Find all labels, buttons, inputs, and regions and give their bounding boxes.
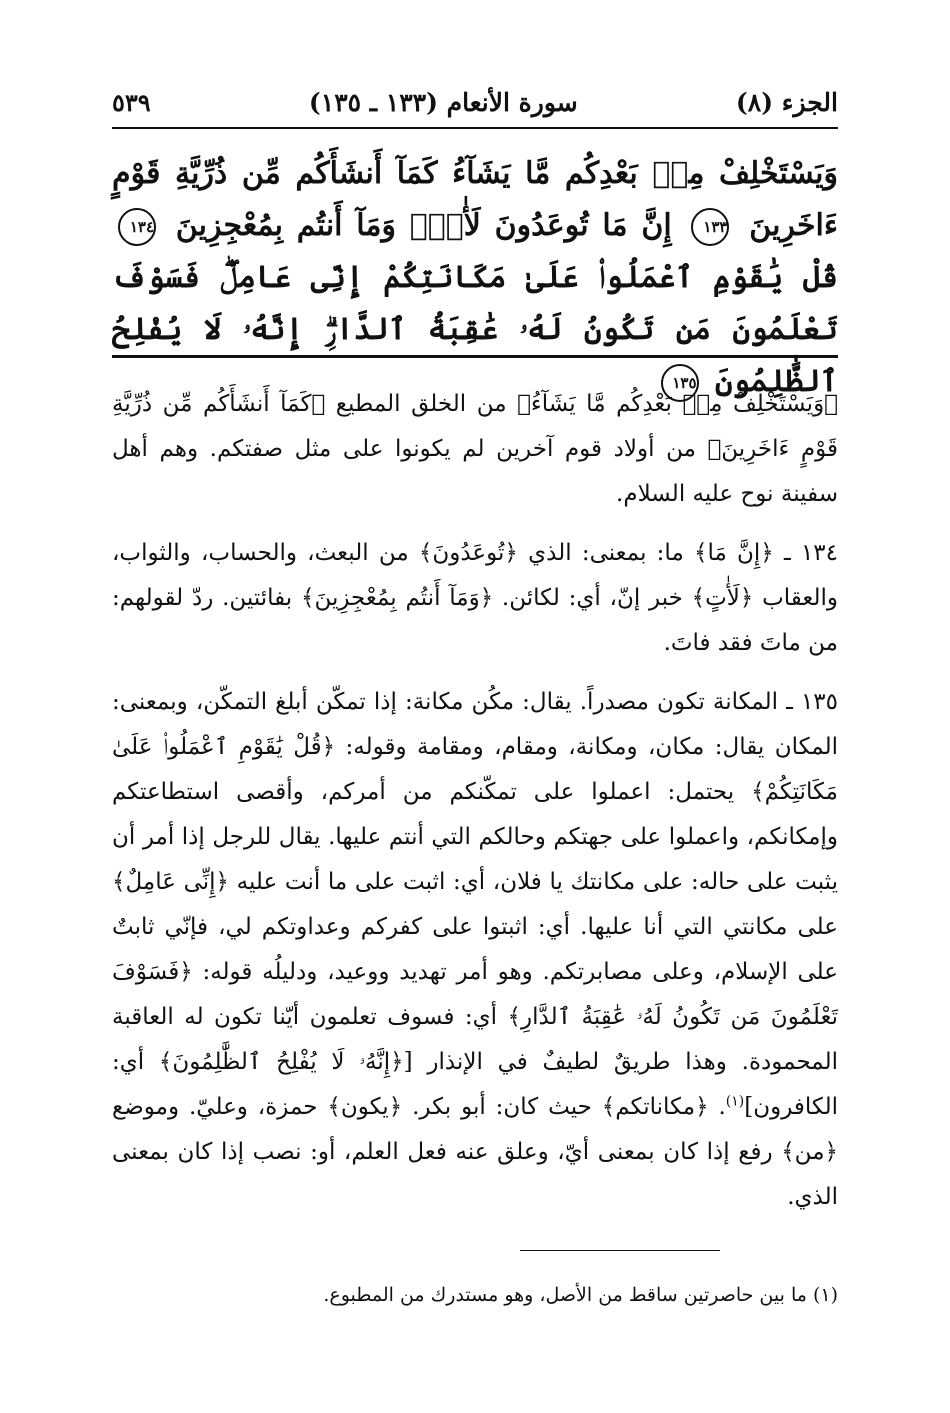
quran-text — [112, 148, 838, 408]
commentary-paragraph — [112, 680, 838, 1220]
commentary-paragraph: ﴿وَيَسْتَخْلِفْ مِنۢ بَعْدِكُم مَّا يَشَآءُ﴾ من الخلق المطيع ﴿كَمَآ أَنشَأَكُم مِّن ذُرِّيَّةِ قَوْمٍ ءَاخَرِينَ﴾ من أولاد قوم آخرين لم يكونوا على مثل صفتكم. وهم أهل سفينة نوح عليه السلام. — [112, 391, 838, 507]
part-label: الجزء (٨) — [735, 87, 838, 117]
commentary-paragraph: ١٣٤ ـ ﴿إِنَّ مَا﴾ ما: بمعنى: الذي ﴿تُوعَدُونَ﴾ من البعث، والحساب، والثواب، والعقاب ﴿لَأٰتٍ﴾ خبر إنّ، أي: لكائن. ﴿وَمَآ أَنتُم بِمُعْجِزِينَ﴾ بفائتين. ردّ لقولهم: من ماتَ فقد فاتَ. — [112, 540, 838, 656]
verse-text: قُلْ يَٰقَوْمِ ٱعْمَلُوا۟ عَلَىٰ مَكَانَتِكُمْ إِنِّى عَامِلٌۖ فَسَوْفَ تَعْلَمُونَ مَن تَكُونُ لَهُۥ عَٰقِبَةُ ٱلدَّارِۗ إِنَّهُۥ لَا يُفْلِحُ ٱلظَّٰلِمُونَ — [112, 260, 838, 399]
page-header — [112, 82, 838, 122]
surah-title: سورة الأنعام (١٣٣ ـ ١٣٥) — [308, 87, 578, 117]
verse-text: إِنَّ مَا تُوعَدُونَ لَأٰتٍۖ وَمَآ أَنتُم بِمُعْجِزِينَ — [175, 208, 672, 243]
footnote-rule — [520, 1250, 720, 1251]
commentary-text: ١٣٥ ـ المكانة تكون مصدراً. يقال: مكُن مكانة: إذا تمكّن أبلغ التمكّن، وبمعنى: المكان يقال: مكان، ومكانة، ومقام، ومقامة وقوله: ﴿قُلْ يَٰقَوْمِ ٱعْمَلُوا۟ عَلَىٰ مَكَانَتِكُمْ﴾ يحتمل: اعملوا على تمكّنكم من أمركم، وأقصى استطاعتكم وإمكانكم، واعملوا على جهتكم وحالكم التي أنتم عليها. يقال للرجل إذا أمر أن يثبت على حاله: على مكانتك يا فلان، أي: اثبت على ما أنت عليه ﴿إِنِّى عَامِلٌ﴾ على مكانتي التي أنا عليها. أي: اثبتوا على كفركم وعداوتكم لي، فإنّي ثابتٌ على الإسلام، وعلى مصابرتكم. وهو أمر تهديد ووعيد، ودليلُه قوله: ﴿فَسَوْفَ تَعْلَمُونَ مَن تَكُونُ لَهُۥ عَٰقِبَةُ ٱلدَّارِ﴾ أي: فسوف تعلمون أيّنا تكون له العاقبة المحمودة. وهذا طريقٌ لطيفٌ في الإنذار [﴿إِنَّهُۥ لَا يُفْلِحُ ٱلظَّٰلِمُونَ﴾ أي: الكافرون] — [112, 689, 838, 1120]
commentary-text: . ﴿مكاناتكم﴾ حيث كان: أبو بكر. ﴿يكون﴾ حمزة، وعليّ. وموضع ﴿من﴾ رفع إذا كان بمعنى أيّ، وعلق عنه فعل العلم، أو: نصب إذا كان بمعنى الذي. — [112, 1094, 838, 1210]
footnote-reference: (١) — [725, 1093, 745, 1110]
verse-number-marker: ١٣٤ — [118, 208, 156, 246]
verse-number-marker: ١٣٣ — [691, 208, 729, 246]
verses-divider — [112, 355, 838, 358]
verse-number-marker: ١٣٥ — [661, 364, 699, 402]
footnote: (١) ما بين حاصرتين ساقط من الأصل، وهو مستدرك من المطبوع. — [323, 1284, 838, 1306]
commentary — [112, 382, 838, 1234]
header-rule — [112, 127, 838, 129]
page-number: ٥٣٩ — [112, 87, 151, 117]
verse-text: وَيَسْتَخْلِفْ مِنۢ بَعْدِكُم مَّا يَشَآءُ كَمَآ أَنشَأَكُم مِّن ذُرِّيَّةِ قَوْمٍ ءَاخَرِينَ — [112, 156, 838, 243]
